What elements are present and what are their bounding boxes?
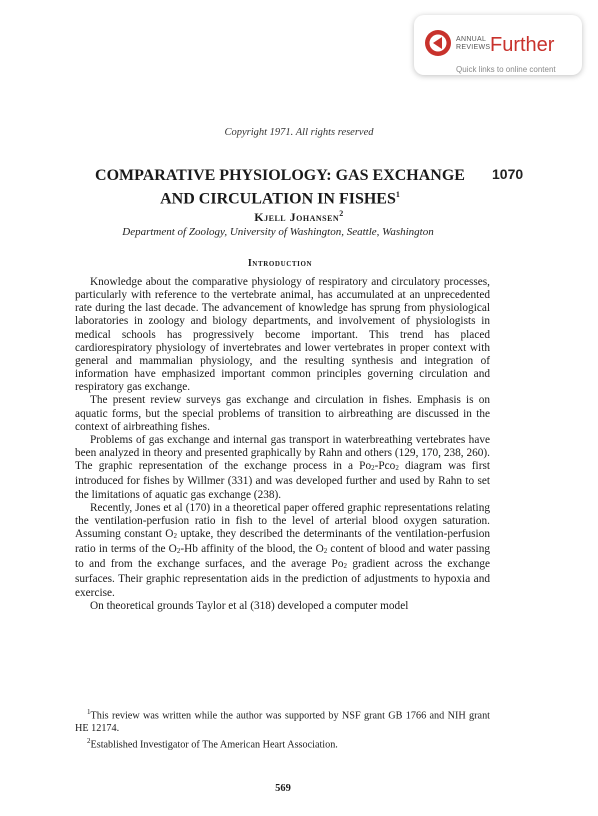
- footnote-1: [75, 706, 490, 735]
- paragraph-4-sub-1: 2: [173, 531, 177, 540]
- paragraph-3-sub-1: 2: [371, 464, 375, 473]
- paragraph-4-text-a: Recently, Jones et al (170) in a theoretical paper offered graphic representations relating the ventilation-perfusion ratio in fish to the level of arterial blood oxygen saturation. Assuming constant O: [75, 501, 490, 540]
- paragraph-3-po: Po: [359, 460, 372, 473]
- copyright-line: Copyright 1971. All rights reserved: [224, 127, 374, 138]
- paragraph-4-sub-2: 2: [176, 547, 181, 556]
- badge-subtitle: Quick links to online content: [456, 65, 556, 74]
- badge-further-text: Further: [490, 34, 555, 56]
- title-line-2: [70, 185, 490, 208]
- paragraph-3-pco: -Pco: [374, 460, 396, 473]
- paragraph-4-text-b: uptake, they described the determinants of the ventilation-perfusion ratio in terms of the O: [75, 527, 490, 556]
- paragraph-3-sub-2: 2: [395, 464, 399, 473]
- section-heading: Introduction: [247, 258, 313, 269]
- paragraph-3-text-b: diagram was first introduced for fishes by Willmer (331) and was developed further and used by Rahn to set the limitations of aquatic gas exchange (238).: [75, 460, 490, 501]
- paragraph-3-text-a: Problems of gas exchange and internal gas transport in waterbreathing vertebrates have been analyzed in theory and presented graphically by Rahn and others (129, 170, 238, 260). The graphic representation of the exchange process in a: [75, 433, 490, 473]
- title-footnote-mark: 1: [395, 190, 400, 199]
- article-body: [75, 276, 490, 613]
- badge-reviews-text: REVIEWS: [456, 44, 491, 51]
- paragraph-1: Knowledge about the comparative physiology of respiratory and circulatory processes, particularly with reference to the vertebrate animal, has accumulated at an unprecedented rate during the last decade. The advancement of knowledge has sprung from physiological laboratories in zoology and biology departments, and involvement of physiologists in medical schools has progressively become important. This trend has placed cardiorespiratory physiology of invertebrates and lower vertebrates in proper context with general and mammalian physiology, and the resulting synthesis and integration of information have emphasized important common principles governing circulation and respiratory gas exchange.: [75, 276, 490, 394]
- badge-annual-text: ANNUAL: [456, 36, 487, 43]
- badge-annual-reviews: [456, 36, 490, 52]
- paragraph-3: [75, 434, 490, 502]
- title-line-2-text: AND CIRCULATION IN FISHES: [160, 190, 396, 208]
- paragraph-4-sub-3: 2: [323, 547, 328, 556]
- paragraph-4-sub-4: 2: [343, 562, 347, 571]
- paragraph-4-text-e: gradient across the exchange surfaces. Their graphic representation aids in the prediction of adjustments to hypoxia and exercise.: [75, 558, 491, 599]
- footnotes: [75, 706, 490, 752]
- annual-reviews-arrow-icon: [424, 29, 452, 57]
- paragraph-2: The present review surveys gas exchange and circulation in fishes. Emphasis is on aquatic forms, but the special problems of transition to airbreathing are discussed in the context of airbreathing fishes.: [75, 394, 490, 433]
- footnote-1-mark: 1: [87, 708, 91, 716]
- author-footnote-mark: 2: [339, 209, 344, 218]
- footnote-2-text: Established Investigator of The American Heart Association.: [90, 739, 338, 751]
- author-name-text: Kjell Johansen: [254, 210, 340, 224]
- paragraph-4-text-d: content of blood and water passing to and from the exchange surfaces, and the average Po: [75, 543, 490, 571]
- page-number: 569: [275, 783, 291, 794]
- paragraph-4: [75, 502, 490, 600]
- author-affiliation: Department of Zoology, University of Washington, Seattle, Washington: [122, 226, 434, 238]
- footnote-2: [75, 735, 490, 751]
- title-line-1: COMPARATIVE PHYSIOLOGY: GAS EXCHANGE: [95, 167, 465, 184]
- article-title: [70, 166, 490, 208]
- paragraph-5: On theoretical grounds Taylor et al (318) developed a computer model: [90, 599, 409, 612]
- footnote-2-mark: 2: [87, 737, 91, 746]
- paragraph-4-text-c: -Hb affinity of the blood, the O: [180, 543, 324, 556]
- further-badge[interactable]: [414, 15, 582, 75]
- article-number: 1070: [492, 166, 524, 182]
- author-name: [0, 209, 598, 225]
- footnote-1-text: This review was written while the author was supported by NSF grant GB 1766 and NIH grant HE 12174.: [75, 710, 490, 735]
